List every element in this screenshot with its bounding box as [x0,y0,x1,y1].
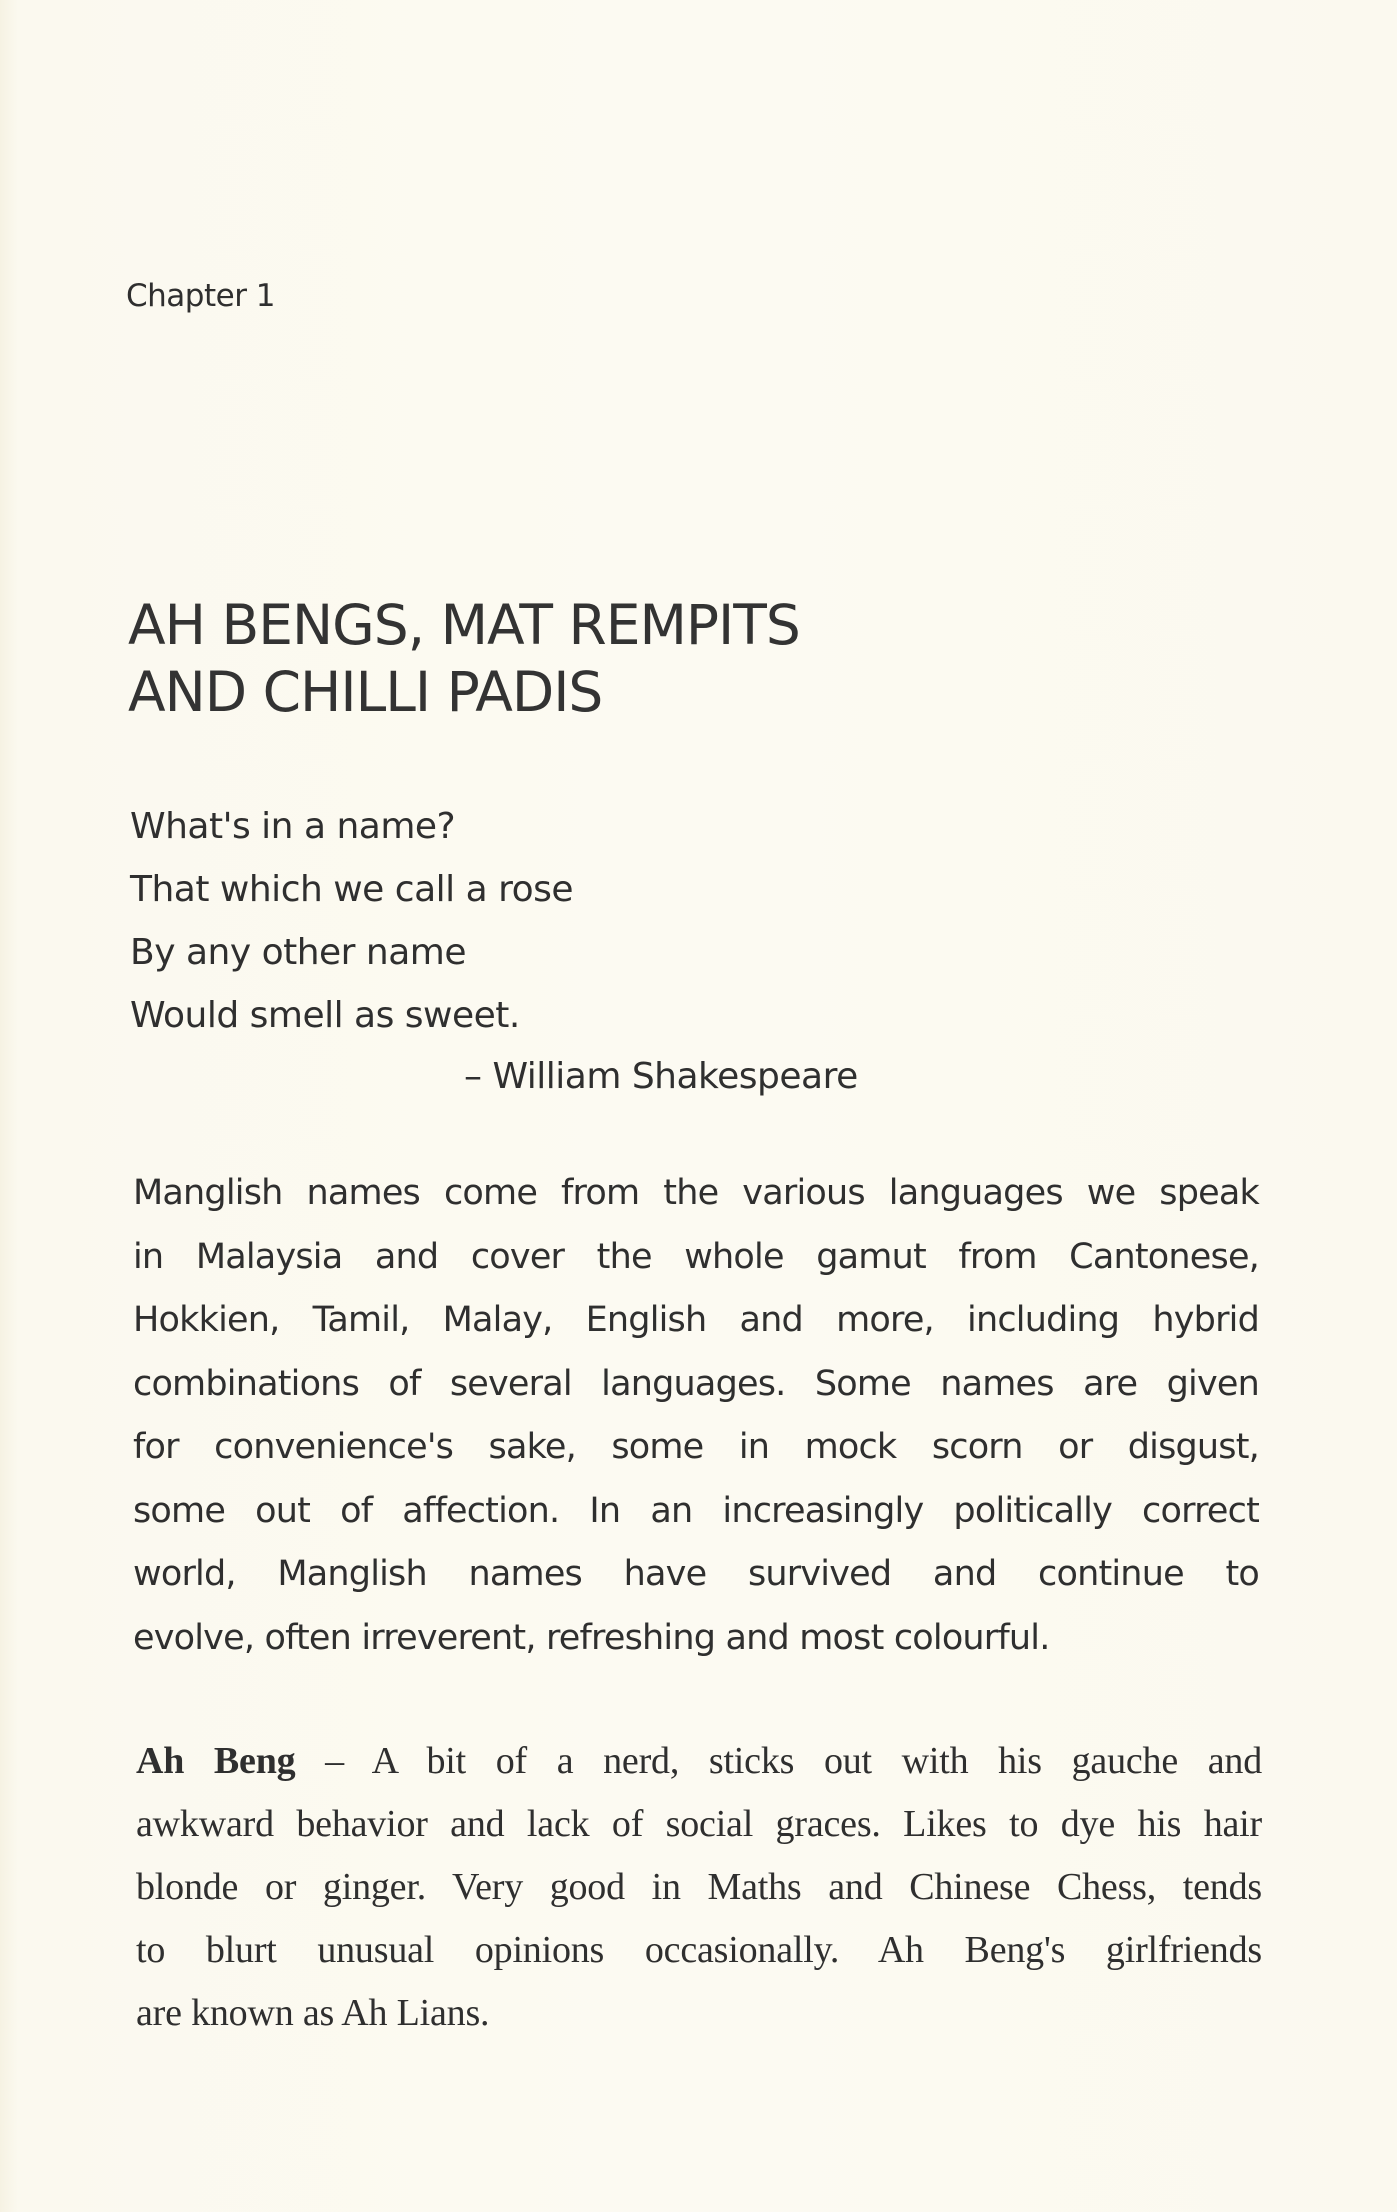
paragraph-line: combinations of several languages. Some names are given [133,1363,1259,1404]
paragraph-line: some out of affection. In an increasingly politically correct [133,1490,1259,1531]
paragraph-line: for convenience's sake, some in mock scorn or disgust, [133,1427,1259,1467]
entry-definition-start: – A bit of a nerd, sticks out with his gauche and [295,1740,1262,1782]
chapter-title [128,592,800,726]
entry-line: to blurt unusual opinions occasionally. Ah Beng's girlfriends [136,1929,1262,1971]
entry-line: awkward behavior and lack of social graces. Likes to dye his hair [136,1803,1262,1845]
title-line: AH BENGS, MAT REMPITS [128,593,800,657]
epigraph-line: Would smell as sweet. [130,995,520,1036]
epigraph-line: What's in a name? [130,806,456,847]
epigraph-line: By any other name [130,932,467,973]
paragraph-line: evolve, often irreverent, refreshing and most colourful. [133,1617,1050,1658]
chapter-label: Chapter 1 [126,278,276,314]
intro-paragraph [133,1162,1259,1670]
paragraph-line: Hokkien, Tamil, Malay, English and more, including hybrid [133,1300,1259,1340]
epigraph-attribution: – William Shakespeare [464,1056,858,1097]
title-line: AND CHILLI PADIS [128,660,603,724]
paragraph-line: world, Manglish names have survived and continue to [133,1554,1259,1594]
entry-line: blonde or ginger. Very good in Maths and Chinese Chess, tends [136,1866,1262,1908]
paragraph-line: in Malaysia and cover the whole gamut from Cantonese, [133,1236,1259,1277]
glossary-entry-ah-beng [136,1730,1262,2045]
entry-line [136,1730,1262,1793]
entry-term: Ah Beng [136,1740,296,1782]
entry-line: are known as Ah Lians. [136,1992,490,2034]
epigraph [130,795,858,1108]
paragraph-line: Manglish names come from the various languages we speak [133,1173,1259,1213]
epigraph-line: That which we call a rose [130,869,574,910]
